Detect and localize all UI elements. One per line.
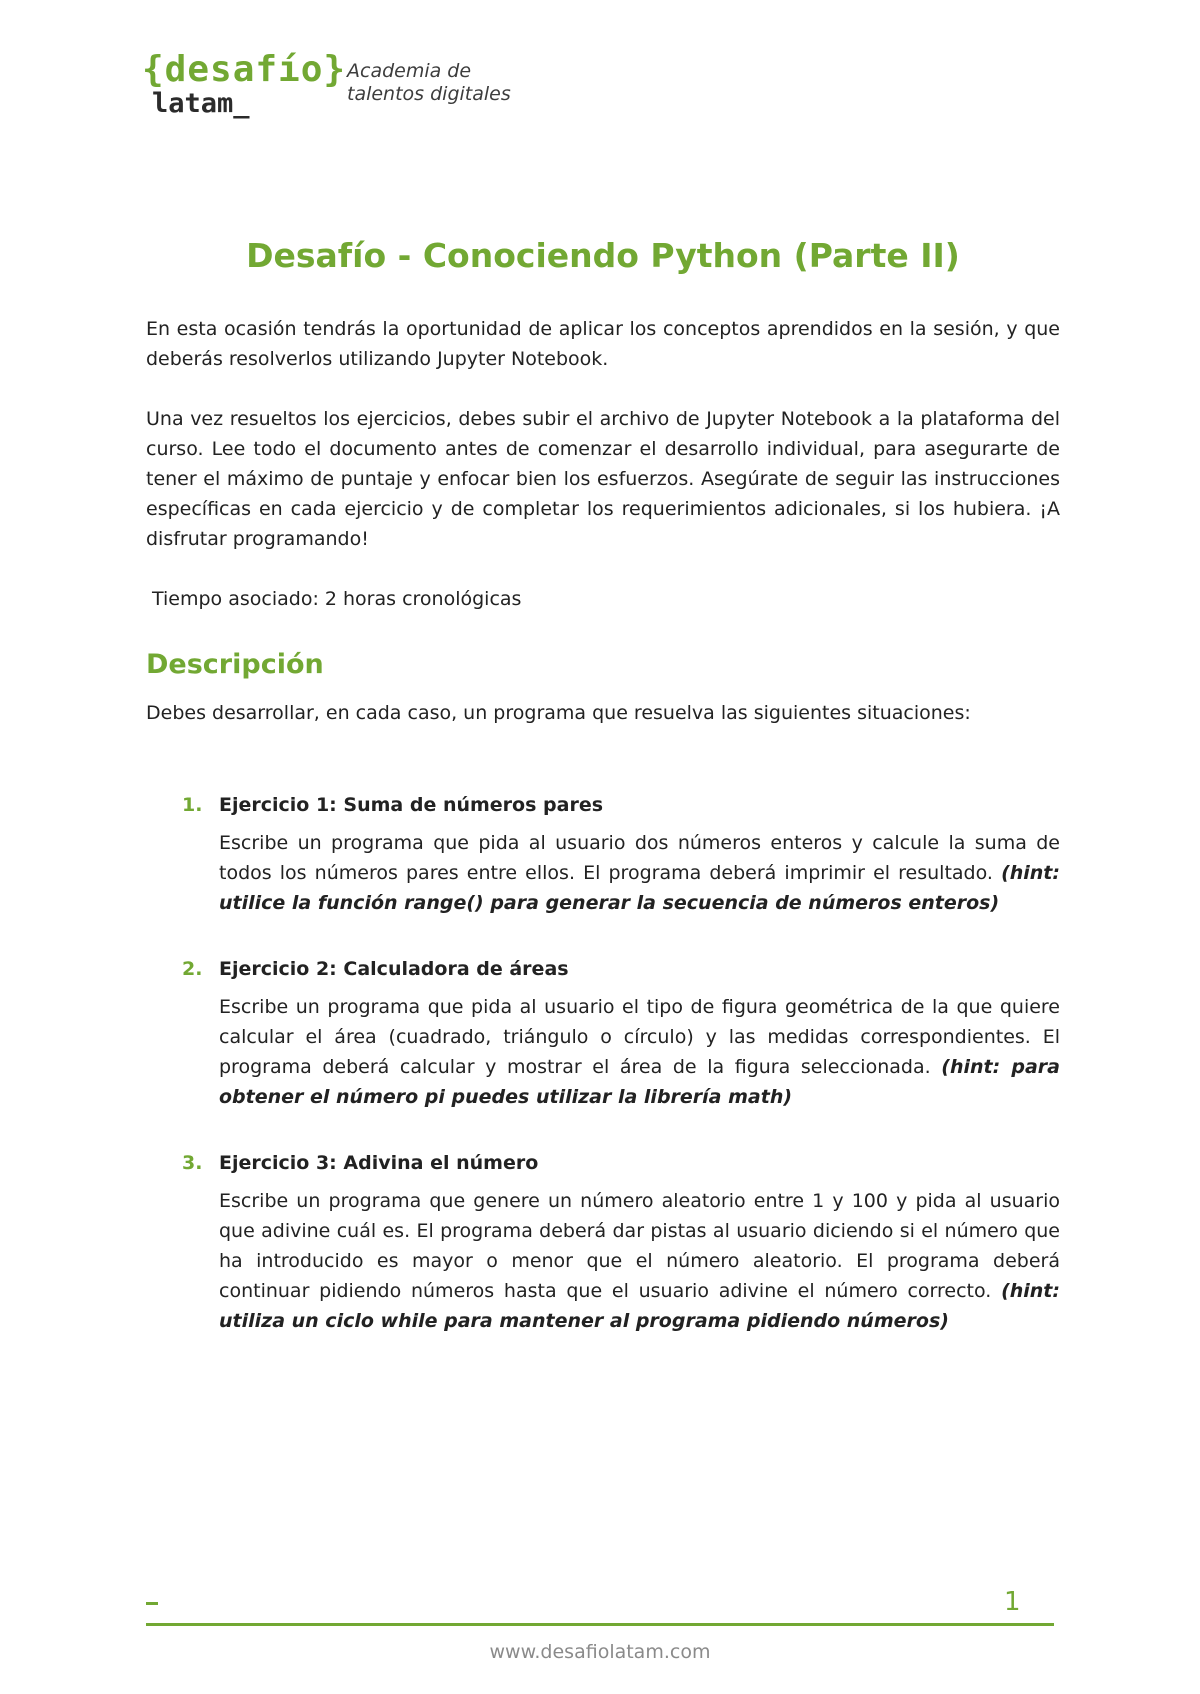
exercise-body [219, 1186, 1060, 1336]
footer-divider [146, 1623, 1054, 1626]
exercise-item-1 [146, 790, 1060, 918]
exercise-number: 2. [182, 958, 203, 980]
tagline-line-2: talentos digitales [347, 83, 511, 105]
document-title: Desafío - Conociendo Python (Parte II) [246, 236, 960, 275]
page-number: 1 [1004, 1587, 1021, 1617]
exercise-title: Ejercicio 3: Adivina el número [219, 1152, 539, 1174]
description-text: Debes desarrollar, en cada caso, un programa que resuelva las siguientes situaciones: [146, 702, 971, 724]
footer-dash [146, 1602, 158, 1605]
logo-subtitle: latam_ [152, 88, 250, 119]
exercise-body [219, 828, 1060, 918]
logo-wordmark: {desafío} [142, 49, 347, 90]
exercise-hint: (hint: utilice la función range() para generar la secuencia de números enteros) [219, 862, 1060, 914]
exercise-item-3 [146, 1148, 1060, 1336]
intro-paragraph: En esta ocasión tendrás la oportunidad de aplicar los conceptos aprendidos en la sesión, y que deberás resolverlos utilizando Jupyter Notebook. [146, 318, 1060, 370]
exercise-list [146, 790, 1060, 1336]
exercise-text: Escribe un programa que pida al usuario dos números enteros y calcule la suma de todos los números pares entre ellos. El programa deberá imprimir el resultado. [219, 832, 1060, 884]
exercise-number: 1. [182, 794, 203, 816]
exercise-text: Escribe un programa que genere un número aleatorio entre 1 y 100 y pida al usuario que adivine cuál es. El programa deberá dar pistas al usuario diciendo si el número que ha introducido es mayor o menor que el número aleatorio. El programa deberá continuar pidiendo números hasta que el usuario adivine el número correcto. [219, 1190, 1060, 1302]
logo-tagline [347, 60, 511, 106]
exercise-hint: (hint: utiliza un ciclo while para mantener al programa pidiendo números) [219, 1280, 1060, 1332]
exercise-text: Escribe un programa que pida al usuario el tipo de figura geométrica de la que quiere calcular el área (cuadrado, triángulo o círculo) y las medidas correspondientes. El programa deberá calcular y mostrar el área de la figura seleccionada. [219, 996, 1060, 1078]
exercise-item-2 [146, 954, 1060, 1112]
description-heading: Descripción [146, 649, 324, 680]
document-content [146, 236, 1060, 1372]
footer-url: www.desafiolatam.com [489, 1641, 711, 1663]
tagline-line-1: Academia de [347, 60, 472, 82]
instructions-paragraph: Una vez resueltos los ejercicios, debes subir el archivo de Jupyter Notebook a la plataforma del curso. Lee todo el documento antes de comenzar el desarrollo individual, para asegurarte de tener el máximo de puntaje y enfocar bien los esfuerzos. Asegúrate de seguir las instrucciones específicas en cada ejercicio y de completar los requerimientos adicionales, si los hubiera. ¡A disfrutar programando! [146, 408, 1060, 550]
exercise-hint: (hint: para obtener el número pi puedes utilizar la librería math) [219, 1056, 1060, 1108]
exercise-title: Ejercicio 2: Calculadora de áreas [219, 958, 569, 980]
brand-logo [142, 50, 542, 130]
exercise-number: 3. [182, 1152, 203, 1174]
exercise-title: Ejercicio 1: Suma de números pares [219, 794, 604, 816]
time-estimate: Tiempo asociado: 2 horas cronológicas [152, 588, 522, 610]
exercise-body [219, 992, 1060, 1112]
